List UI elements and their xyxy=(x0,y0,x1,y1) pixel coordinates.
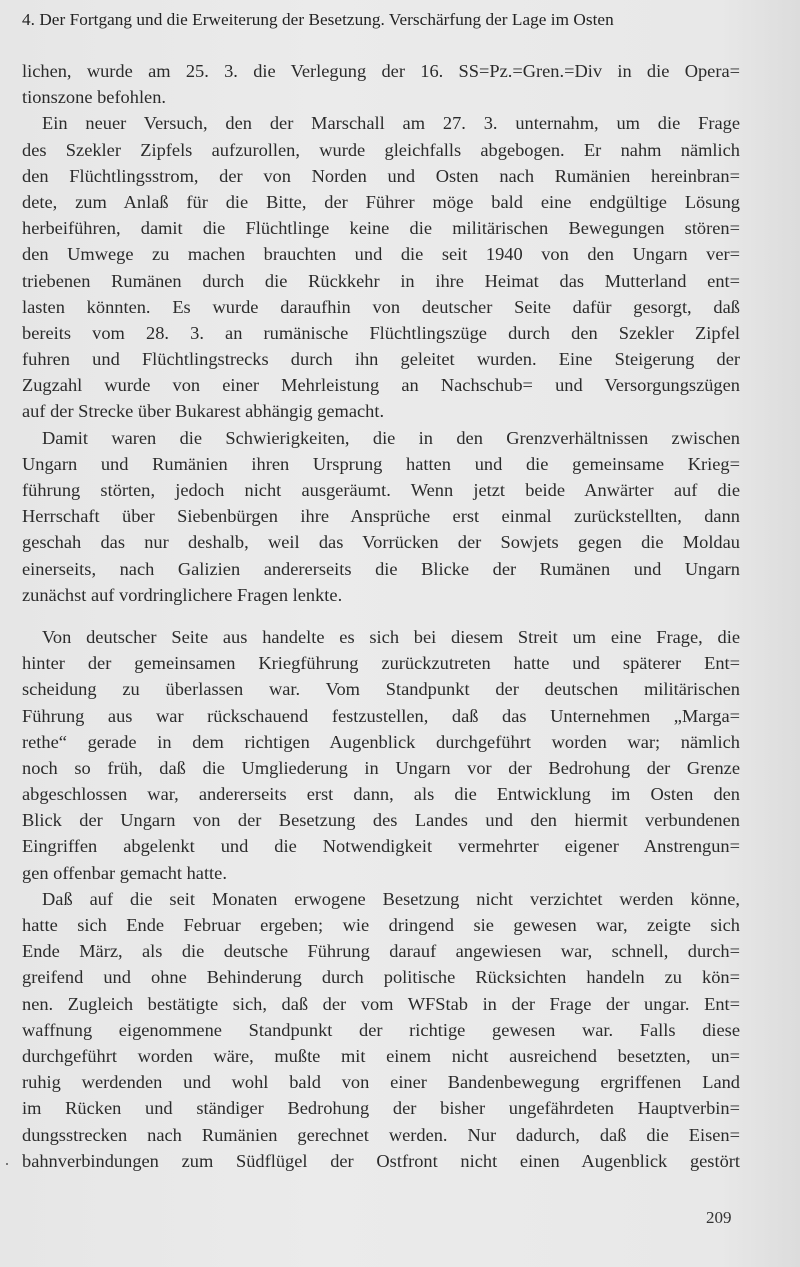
text-line: nen. Zugleich bestätigte sich, daß der vom WFStab in der Frage der ungar. Ent= xyxy=(22,993,740,1014)
text-line: des Szekler Zipfels aufzurollen, wurde gleichfalls abgebogen. Er nahm nämlich xyxy=(22,139,740,160)
text-line: bahnverbindungen zum Südflügel der Ostfront nicht einen Augenblick gestört xyxy=(22,1150,740,1171)
text-line: abgeschlossen war, andererseits erst dann, als die Entwicklung im Osten den xyxy=(22,784,740,805)
scan-speck xyxy=(6,1163,8,1165)
text-line: den Umwege zu machen brauchten und die seit 1940 von den Ungarn ver= xyxy=(22,244,740,265)
text-line: bereits vom 28. 3. an rumänische Flüchtlingszüge durch den Szekler Zipfel xyxy=(22,322,740,343)
text-line: triebenen Rumänen durch die Rückkehr in ihre Heimat das Mutterland ent= xyxy=(22,270,740,291)
page-number: 209 xyxy=(706,1208,732,1227)
paragraph xyxy=(22,886,740,1174)
text-line: greifend und ohne Behinderung durch politische Rücksichten handeln zu kön= xyxy=(22,967,740,988)
paragraph xyxy=(22,58,740,110)
text-line: im Rücken und ständiger Bedrohung der bisher ungefährdeten Hauptverbin= xyxy=(22,1098,740,1119)
paragraph xyxy=(22,110,740,424)
text-line: Blick der Ungarn von der Besetzung des Landes und den hiermit verbundenen xyxy=(22,810,740,831)
text-line: scheidung zu überlassen war. Vom Standpunkt der deutschen militärischen xyxy=(22,679,740,700)
text-line: Zugzahl wurde von einer Mehrleistung an Nachschub= und Versorgungszügen xyxy=(22,375,740,396)
text-line: Ein neuer Versuch, den der Marschall am 27. 3. unternahm, um die Frage xyxy=(42,113,740,134)
text-line: hinter der gemeinsamen Kriegführung zurückzutreten hatte und späterer Ent= xyxy=(22,653,740,674)
text-line: geschah das nur deshalb, weil das Vorrücken der Sowjets gegen die Moldau xyxy=(22,532,740,553)
text-line: waffnung eigenommene Standpunkt der richtige gewesen war. Falls diese xyxy=(22,1019,740,1040)
text-line: Daß auf die seit Monaten erwogene Besetzung nicht verzichtet werden könne, xyxy=(42,888,740,909)
text-line: herbeiführen, damit die Flüchtlinge keine die militärischen Bewegungen stören= xyxy=(22,218,740,239)
text-line: Damit waren die Schwierigkeiten, die in den Grenzverhältnissen zwischen xyxy=(42,427,740,448)
text-line: Herrschaft über Siebenbürgen ihre Ansprüche erst einmal zurückstellten, dann xyxy=(22,506,740,527)
paragraph xyxy=(22,425,740,608)
paragraph xyxy=(22,624,740,886)
text-line: einerseits, nach Galizien andererseits die Blicke der Rumänen und Ungarn xyxy=(22,558,740,579)
text-line: zunächst auf vordringlichere Fragen lenkte. xyxy=(22,584,343,605)
body-text xyxy=(22,58,740,1174)
text-line: rethe“ gerade in dem richtigen Augenblick durchgeführt worden war; nämlich xyxy=(22,731,740,752)
section-gap xyxy=(22,608,740,624)
text-line: hatte sich Ende Februar ergeben; wie dringend sie gewesen war, zeigte sich xyxy=(22,915,740,935)
text-line: durchgeführt worden wäre, mußte mit einem nicht ausreichend besetzten, un= xyxy=(22,1045,740,1066)
text-line: Ende März, als die deutsche Führung darauf angewiesen war, schnell, durch= xyxy=(22,941,740,962)
text-line: Führung aus war rückschauend festzustellen, daß das Unternehmen „Marga= xyxy=(22,705,740,726)
text-line: gen offenbar gemacht hatte. xyxy=(22,862,227,883)
running-head: 4. Der Fortgang und die Erweiterung der Besetzung. Verschärfung der Lage im Osten xyxy=(22,10,614,29)
text-line: lichen, wurde am 25. 3. die Verlegung der 16. SS=Pz.=Gren.=Div in die Opera= xyxy=(22,61,740,81)
text-line: noch so früh, daß die Umgliederung in Ungarn vor der Bedrohung der Grenze xyxy=(22,757,740,778)
text-line: tionszone befohlen. xyxy=(22,87,167,108)
text-line: fuhren und Flüchtlingstrecks durch ihn geleitet wurden. Eine Steigerung der xyxy=(22,349,740,370)
text-line: dete, zum Anlaß für die Bitte, der Führer möge bald eine endgültige Lösung xyxy=(22,191,740,212)
text-line: Von deutscher Seite aus handelte es sich bei diesem Streit um eine Frage, die xyxy=(42,626,740,647)
text-line: Eingriffen abgelenkt und die Notwendigkeit vermehrter eigener Anstrengun= xyxy=(22,836,740,857)
text-line: den Flüchtlingsstrom, der von Norden und Osten nach Rumänien hereinbran= xyxy=(22,165,740,186)
text-line: führung störten, jedoch nicht ausgeräumt. Wenn jetzt beide Anwärter auf die xyxy=(22,480,740,500)
text-line: lasten könnten. Es wurde daraufhin von deutscher Seite dafür gesorgt, daß xyxy=(22,296,740,317)
text-line: ruhig werdenden und wohl bald von einer Bandenbewegung ergriffenen Land xyxy=(22,1072,740,1093)
text-line: dungsstrecken nach Rumänien gerechnet werden. Nur dadurch, daß die Eisen= xyxy=(22,1124,740,1145)
text-line: Ungarn und Rumänien ihren Ursprung hatten und die gemeinsame Krieg= xyxy=(22,453,740,474)
text-line: auf der Strecke über Bukarest abhängig gemacht. xyxy=(22,401,385,422)
